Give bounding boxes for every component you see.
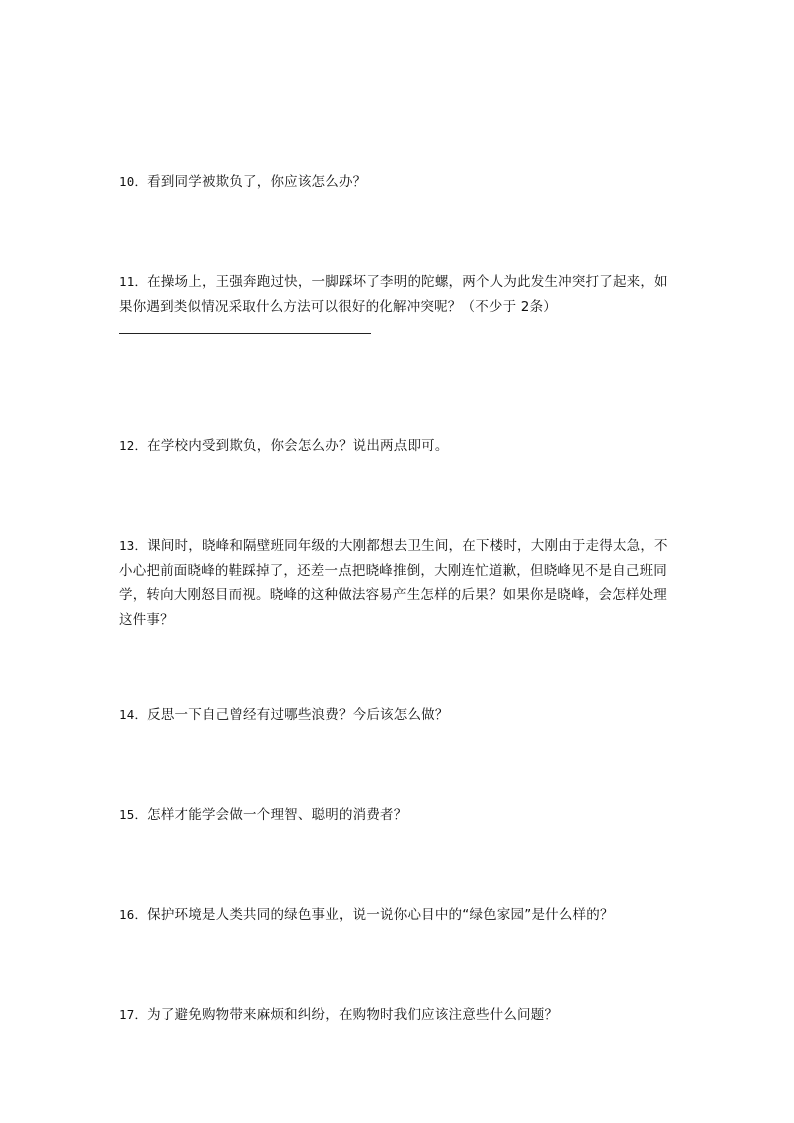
question-number: 10．	[119, 174, 148, 189]
question-text: 在操场上，王强奔跑过快，一脚踩坏了李明的陀螺，两个人为此发生冲突打了起来，如果你遇到类似情况采取什么方法可以很好的化解冲突呢？（不少于 2条）	[119, 274, 668, 315]
question-text: 在学校内受到欺负，你会怎么办？说出两点即可。	[147, 438, 449, 454]
question-15	[119, 803, 679, 828]
question-number: 15．	[119, 807, 148, 822]
question-10	[119, 170, 679, 195]
question-13	[119, 534, 679, 632]
question-text: 反思一下自己曾经有过哪些浪费？今后该怎么做？	[147, 707, 449, 723]
question-text: 课间时，晓峰和隔壁班同年级的大刚都想去卫生间，在下楼时，大刚由于走得太急，不小心把前面晓峰的鞋踩掉了，还差一点把晓峰推倒，大刚连忙道歉，但晓峰见不是自己班同学，转向大刚怒目而视。晓峰的这种做法容易产生怎样的后果？如果你是晓峰，会怎样处理这件事？	[119, 538, 668, 628]
question-12	[119, 434, 679, 459]
question-number: 14．	[119, 707, 148, 722]
question-number: 13．	[119, 538, 148, 553]
question-number: 11．	[119, 274, 148, 289]
question-16	[119, 903, 679, 928]
question-number: 16．	[119, 907, 148, 922]
question-text: 怎样才能学会做一个理智、聪明的消费者？	[147, 807, 408, 823]
question-14	[119, 703, 679, 728]
question-17	[119, 1003, 679, 1028]
question-number: 17．	[119, 1007, 148, 1022]
question-number: 12．	[119, 438, 148, 453]
question-text: 看到同学被欺负了，你应该怎么办？	[147, 174, 367, 190]
answer-line	[119, 333, 371, 334]
question-text: 为了避免购物带来麻烦和纠纷，在购物时我们应该注意些什么问题？	[147, 1007, 559, 1023]
question-11	[119, 270, 679, 319]
question-text: 保护环境是人类共同的绿色事业，说一说你心目中的“绿色家园”是什么样的？	[147, 907, 614, 923]
